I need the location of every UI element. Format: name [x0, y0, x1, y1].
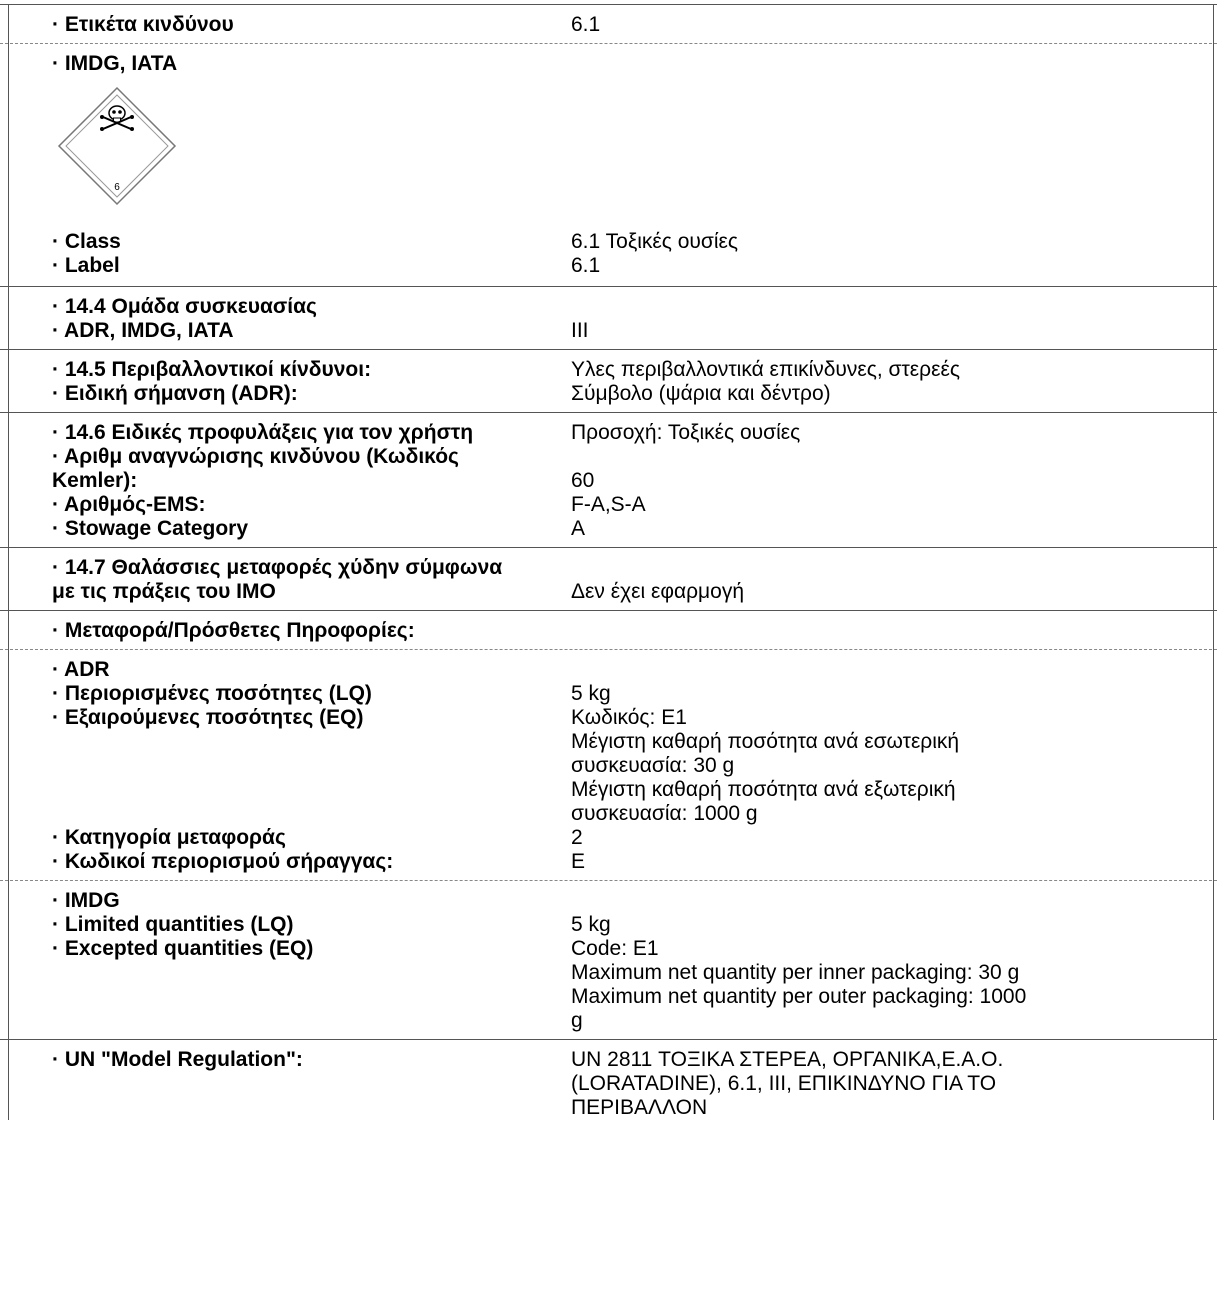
imdg-eq-value-line: Maximum net quantity per inner packaging: 30 g: [571, 961, 1020, 984]
imdg-eq-values: [565, 937, 1217, 1033]
un-model-values: [565, 1048, 1217, 1120]
bulk-row-1: [0, 556, 1217, 580]
adr-eq-row: [0, 706, 1217, 826]
imdg-eq-row: [0, 937, 1217, 1033]
special-precautions-value: Προσοχή: Τοξικές ουσίες: [571, 421, 801, 444]
adr-imdg-iata-value: III: [571, 319, 589, 342]
imdg-iata-heading: · IMDG, IATA: [52, 52, 178, 75]
label-label: · Label: [52, 254, 120, 277]
class-value: 6.1 Τοξικές ουσίες: [571, 230, 739, 253]
hazard-label-value: 6.1: [571, 13, 601, 36]
bulk-label-2: με τις πράξεις του IMO: [52, 580, 276, 603]
adr-heading: · ADR: [52, 658, 110, 681]
imdg-eq-value-line: Maximum net quantity per outer packaging: 1000: [571, 985, 1027, 1008]
special-marking-label: · Ειδική σήμανση (ADR):: [52, 382, 298, 405]
un-model-value-line: ΠΕΡΙΒΑΛΛΟΝ: [571, 1096, 708, 1119]
tunnel-code-value: E: [571, 850, 586, 873]
ems-row: [0, 493, 1217, 517]
bulk-value: Δεν έχει εφαρμογή: [571, 580, 744, 603]
adr-eq-value-line: Μέγιστη καθαρή ποσότητα ανά εσωτερική: [571, 730, 960, 753]
transport-category-label: · Κατηγορία μεταφοράς: [52, 826, 286, 849]
imdg-block: [0, 880, 1217, 1039]
adr-block: [0, 649, 1217, 880]
env-hazards-row: [0, 358, 1217, 382]
special-precautions-label: · 14.6 Ειδικές προφυλάξεις για τον χρήστη: [52, 421, 474, 444]
un-model-label: · UN "Model Regulation":: [52, 1048, 303, 1071]
imdg-eq-value-line: g: [571, 1009, 583, 1032]
imdg-eq-label: · Excepted quantities (EQ): [52, 937, 314, 960]
un-model-row: [0, 1048, 1217, 1120]
packing-group-block: [0, 286, 1217, 349]
bulk-label-1: · 14.7 Θαλάσσιες μεταφορές χύδην σύμφωνα: [52, 556, 503, 579]
special-precautions-block: [0, 412, 1217, 547]
tunnel-code-label: · Κωδικοί περιορισμού σήραγγας:: [52, 850, 394, 873]
transport-information-section: [0, 4, 1217, 1120]
adr-heading-row: [0, 658, 1217, 682]
kemler-value: 60: [571, 469, 595, 492]
packing-group-row: [0, 295, 1217, 319]
bulk-transport-block: [0, 547, 1217, 610]
adr-eq-label: · Εξαιρούμενες ποσότητες (EQ): [52, 706, 364, 729]
env-hazards-label: · 14.5 Περιβαλλοντικοί κίνδυνοι:: [52, 358, 372, 381]
imdg-iata-heading-row: [0, 52, 1217, 76]
imdg-heading: · IMDG: [52, 889, 120, 912]
bulk-row-2: [0, 580, 1217, 604]
class-label: · Class: [52, 230, 121, 253]
adr-eq-value-line: συσκευασία: 30 g: [571, 754, 735, 777]
hazard-label-label: · Ετικέτα κινδύνου: [52, 13, 234, 36]
ems-value: F-A,S-A: [571, 493, 646, 516]
imdg-iata-block: [0, 43, 1217, 286]
ems-label: · Αριθμός-EMS:: [52, 493, 206, 516]
hazard-label-row: [0, 13, 1217, 37]
imdg-eq-value-line: Code: E1: [571, 937, 659, 960]
toxic-skull-crossbones-icon: [57, 86, 177, 206]
un-model-block: [0, 1039, 1217, 1120]
un-model-value-line: (LORATADINE), 6.1, III, ΕΠΙΚΙΝΔΥΝΟ ΓΙΑ ΤΟ: [571, 1072, 997, 1095]
transport-category-row: [0, 826, 1217, 850]
adr-eq-values: [565, 706, 1217, 826]
adr-imdg-iata-row: [0, 319, 1217, 343]
env-hazards-value: Υλες περιβαλλοντικά επικίνδυνες, στερεές: [571, 358, 960, 381]
special-marking-value: Σύμβολο (ψάρια και δέντρο): [571, 382, 831, 405]
transport-info-block: [0, 610, 1217, 649]
label-row: [0, 254, 1217, 278]
packing-group-label: · 14.4 Ομάδα συσκευασίας: [52, 295, 317, 318]
stowage-label: · Stowage Category: [52, 517, 249, 540]
adr-lq-row: [0, 682, 1217, 706]
adr-eq-value-line: συσκευασία: 1000 g: [571, 802, 758, 825]
hazard-label-block: [0, 4, 1217, 43]
environmental-hazards-block: [0, 349, 1217, 412]
kemler-row-1: [0, 445, 1217, 469]
imdg-heading-row: [0, 889, 1217, 913]
stowage-value: A: [571, 517, 586, 540]
imdg-lq-label: · Limited quantities (LQ): [52, 913, 294, 936]
imdg-lq-value: 5 kg: [571, 913, 611, 936]
adr-imdg-iata-label: · ADR, IMDG, IATA: [52, 319, 234, 342]
transport-info-label: · Μεταφορά/Πρόσθετες Πηροφορίες:: [52, 619, 415, 642]
class-number-text: 6: [114, 182, 120, 193]
special-precautions-row: [0, 421, 1217, 445]
adr-eq-value-line: Κωδικός: E1: [571, 706, 687, 729]
adr-lq-label: · Περιορισμένες ποσότητες (LQ): [52, 682, 372, 705]
label-value: 6.1: [571, 254, 601, 277]
kemler-row-2: [0, 469, 1217, 493]
special-marking-row: [0, 382, 1217, 406]
un-model-value-line: UN 2811 ΤΟΞΙΚΑ ΣΤΕΡΕΑ, ΟΡΓΑΝΙΚΑ,Ε.Α.Ο.: [571, 1048, 1004, 1071]
adr-eq-value-line: Μέγιστη καθαρή ποσότητα ανά εξωτερική: [571, 778, 956, 801]
transport-info-row: [0, 619, 1217, 643]
tunnel-code-row: [0, 850, 1217, 874]
imdg-lq-row: [0, 913, 1217, 937]
adr-lq-value: 5 kg: [571, 682, 611, 705]
stowage-row: [0, 517, 1217, 541]
kemler-label-2: Kemler):: [52, 469, 138, 492]
class-row: [0, 230, 1217, 254]
transport-category-value: 2: [571, 826, 583, 849]
kemler-label-1: · Αριθμ αναγνώρισης κινδύνου (Κωδικός: [52, 445, 459, 468]
